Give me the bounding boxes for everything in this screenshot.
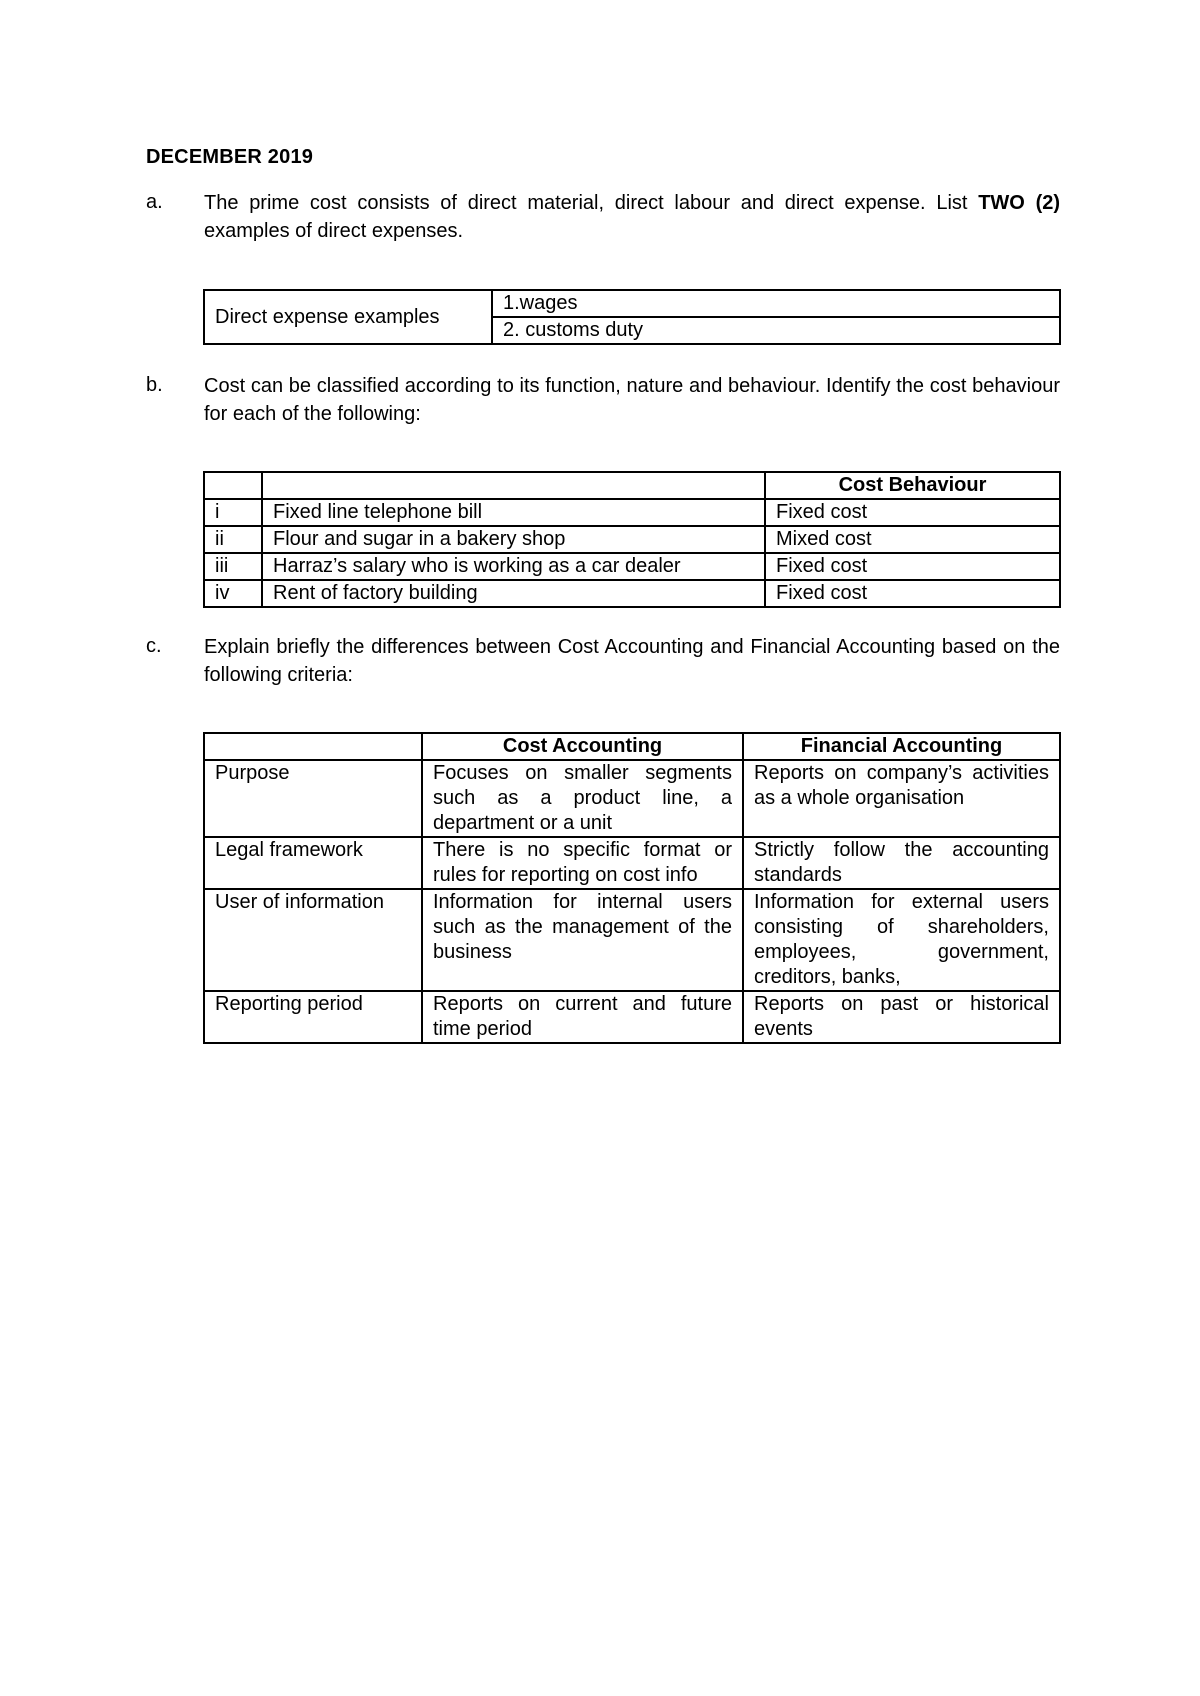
table-row	[204, 290, 1060, 317]
cost-behaviour: Fixed cost	[765, 553, 1060, 580]
criteria-cell: Legal framework	[204, 837, 422, 889]
financial-accounting-cell: Reports on company’s activities as a whole organisation	[743, 760, 1060, 837]
row-number: iv	[204, 580, 262, 607]
question-a-emphasis: TWO (2)	[978, 192, 1061, 214]
direct-expense-example-2: 2. customs duty	[492, 317, 1060, 344]
table-row	[204, 472, 1060, 499]
cost-accounting-header: Cost Accounting	[422, 733, 743, 760]
table-row	[204, 837, 1060, 889]
row-number: iii	[204, 553, 262, 580]
cost-accounting-cell: Information for internal users such as the management of the business	[422, 889, 743, 991]
question-b-text: Cost can be classified according to its function, nature and behaviour. Identify the cost behaviour for each of the following:	[204, 375, 1060, 425]
question-a-letter: a.	[146, 191, 163, 213]
criteria-cell: User of information	[204, 889, 422, 991]
table-row	[204, 526, 1060, 553]
table-row	[204, 889, 1060, 991]
table-row	[204, 991, 1060, 1043]
financial-accounting-cell: Strictly follow the accounting standards	[743, 837, 1060, 889]
direct-expense-example-1: 1.wages	[492, 290, 1060, 317]
empty-header-cell	[204, 733, 422, 760]
direct-expense-label: Direct expense examples	[204, 290, 492, 344]
direct-expense-table	[203, 289, 1061, 345]
cost-item: Harraz’s salary who is working as a car dealer	[262, 553, 765, 580]
cost-item: Rent of factory building	[262, 580, 765, 607]
question-b-letter: b.	[146, 374, 163, 396]
financial-accounting-cell: Reports on past or historical events	[743, 991, 1060, 1043]
table-row	[204, 580, 1060, 607]
question-c-text: Explain briefly the differences between Cost Accounting and Financial Accounting based on the following criteria:	[204, 636, 1060, 686]
cost-behaviour: Fixed cost	[765, 580, 1060, 607]
question-a-text	[204, 189, 1060, 245]
cost-item: Flour and sugar in a bakery shop	[262, 526, 765, 553]
empty-header-cell	[204, 472, 262, 499]
criteria-cell: Purpose	[204, 760, 422, 837]
cost-behaviour: Mixed cost	[765, 526, 1060, 553]
question-c-letter: c.	[146, 635, 162, 657]
financial-accounting-cell: Information for external users consisting of shareholders, employees, government, creditors, banks,	[743, 889, 1060, 991]
question-a-text-after: examples of direct expenses.	[204, 220, 464, 242]
row-number: ii	[204, 526, 262, 553]
page-heading: DECEMBER 2019	[146, 146, 314, 168]
table-row	[204, 553, 1060, 580]
question-a-text-before: The prime cost consists of direct material, direct labour and direct expense. List	[204, 192, 979, 214]
cost-item: Fixed line telephone bill	[262, 499, 765, 526]
cost-behaviour-table	[203, 471, 1061, 608]
table-row	[204, 760, 1060, 837]
table-row	[204, 733, 1060, 760]
cost-accounting-cell: Reports on current and future time period	[422, 991, 743, 1043]
criteria-cell: Reporting period	[204, 991, 422, 1043]
financial-accounting-header: Financial Accounting	[743, 733, 1060, 760]
cost-behaviour-header: Cost Behaviour	[765, 472, 1060, 499]
accounting-comparison-table	[203, 732, 1061, 1044]
cost-accounting-cell: Focuses on smaller segments such as a product line, a department or a unit	[422, 760, 743, 837]
cost-behaviour: Fixed cost	[765, 499, 1060, 526]
cost-accounting-cell: There is no specific format or rules for reporting on cost info	[422, 837, 743, 889]
table-row	[204, 499, 1060, 526]
row-number: i	[204, 499, 262, 526]
empty-header-cell	[262, 472, 765, 499]
